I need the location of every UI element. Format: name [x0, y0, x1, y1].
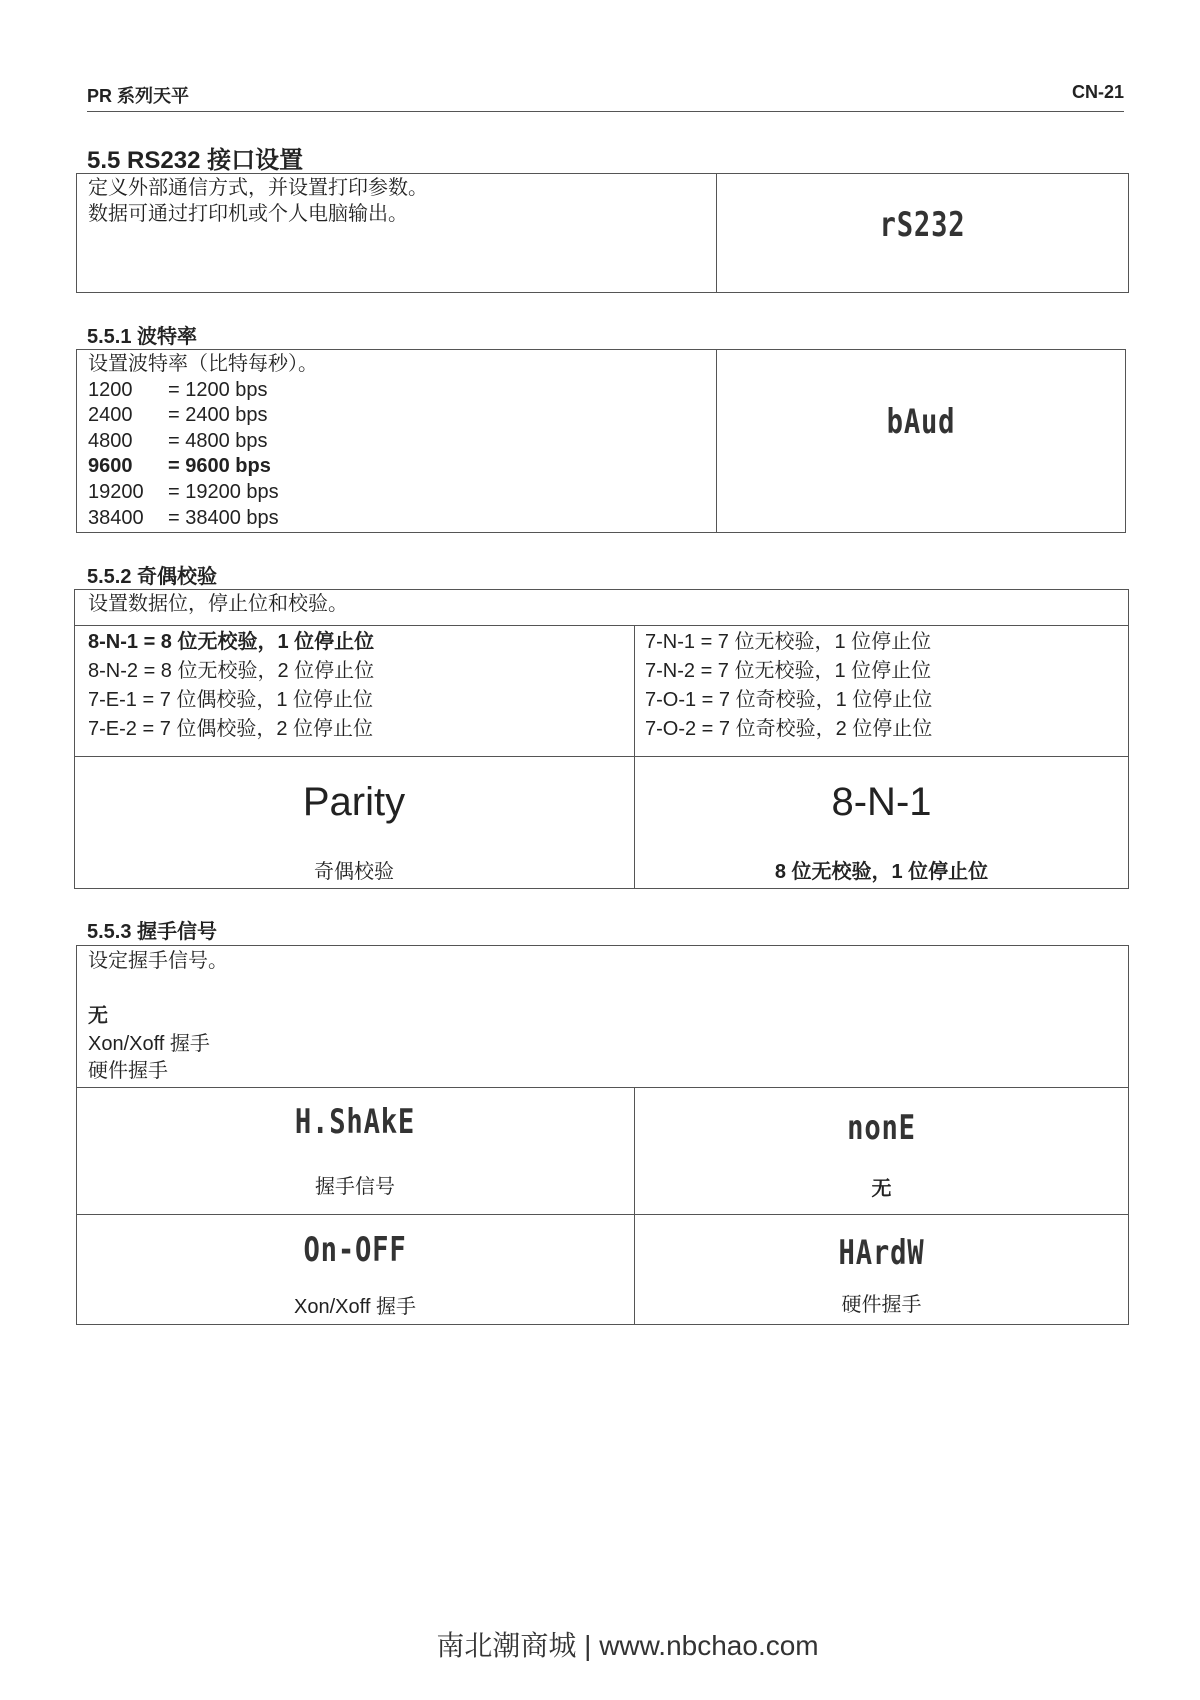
parity-option: 7-E-1 = 7 位偶校验，1 位停止位 — [88, 689, 374, 711]
handshake-option: Xon/Xoff 握手 — [88, 1032, 210, 1055]
handshake-caption: 无 — [871, 1178, 892, 1200]
parity-option: 7-O-1 = 7 位奇校验，1 位停止位 — [645, 689, 933, 711]
parity-default-caption: 8 位无校验，1 位停止位 — [774, 861, 989, 883]
baud-value: = 9600 bps — [168, 455, 271, 478]
lcd-display-none: nonE — [847, 1108, 916, 1148]
baud-key: 4800 — [88, 429, 133, 452]
parity-option: 7-E-2 = 7 位偶校验，2 位停止位 — [88, 718, 374, 740]
parity-options-right — [645, 628, 932, 744]
parity-options-left — [88, 628, 374, 744]
divider — [634, 625, 635, 889]
handshake-description — [88, 948, 228, 1086]
baud-key: 19200 — [88, 480, 144, 503]
handshake-caption: 硬件握手 — [841, 1294, 922, 1316]
parity-option: 8-N-2 = 8 位无校验，2 位停止位 — [88, 660, 375, 682]
parity-default: 8-N-1 — [831, 780, 932, 824]
baud-key: 9600 — [88, 455, 133, 478]
baud-list — [88, 352, 318, 531]
parity-caption: 奇偶校验 — [314, 861, 394, 883]
parity-option: 7-N-2 = 7 位无校验，1 位停止位 — [645, 660, 932, 682]
baud-value: = 4800 bps — [168, 429, 268, 452]
baud-option — [88, 480, 318, 506]
lcd-display-hardw: HArdW — [838, 1233, 925, 1273]
section-title: 5.5.2 奇偶校验 — [87, 566, 218, 588]
section-title: 5.5.3 握手信号 — [87, 921, 218, 943]
handshake-option-default: 无 — [88, 1005, 108, 1027]
divider — [716, 173, 717, 293]
page-number: CN-21 — [1071, 82, 1124, 102]
baud-key: 1200 — [88, 378, 133, 401]
section-title: 5.5 RS232 接口设置 — [87, 147, 304, 174]
baud-option-default — [88, 454, 318, 480]
baud-value: = 19200 bps — [168, 480, 279, 503]
baud-key: 38400 — [88, 506, 144, 529]
lcd-display-onoff: On-OFF — [303, 1230, 407, 1270]
desc-line: 定义外部通信方式，并设置打印参数。 — [88, 177, 428, 199]
parity-intro: 设置数据位，停止位和校验。 — [88, 593, 348, 615]
divider — [76, 1087, 1129, 1088]
parity-label: Parity — [302, 780, 406, 824]
divider — [716, 349, 717, 533]
baud-key: 2400 — [88, 404, 133, 427]
parity-option: 7-N-1 = 7 位无校验，1 位停止位 — [645, 631, 932, 653]
lcd-display-baud: bAud — [886, 402, 956, 442]
desc-line: 数据可通过打印机或个人电脑输出。 — [88, 202, 408, 225]
baud-value: = 1200 bps — [168, 378, 268, 401]
footer-watermark: 南北潮商城 | www.nbchao.com — [436, 1630, 819, 1661]
baud-option — [88, 403, 318, 429]
handshake-intro: 设定握手信号。 — [88, 950, 228, 972]
baud-option — [88, 506, 318, 532]
divider — [74, 756, 1129, 757]
handshake-caption: Xon/Xoff 握手 — [294, 1296, 416, 1318]
baud-option — [88, 429, 318, 455]
header-divider — [87, 111, 1124, 112]
baud-value: = 38400 bps — [168, 506, 279, 529]
baud-intro: 设置波特率（比特每秒）。 — [88, 353, 318, 375]
handshake-option: 硬件握手 — [88, 1060, 168, 1082]
divider — [76, 1214, 1129, 1215]
lcd-display-hshake: H.ShAkE — [294, 1102, 416, 1142]
baud-option — [88, 378, 318, 404]
lcd-display-rs232: rS232 — [879, 205, 966, 245]
baud-value: = 2400 bps — [168, 404, 268, 427]
handshake-caption: 握手信号 — [315, 1176, 395, 1198]
rs232-description — [88, 176, 428, 227]
section-title: 5.5.1 波特率 — [87, 326, 198, 348]
parity-option: 7-O-2 = 7 位奇校验，2 位停止位 — [645, 718, 933, 740]
divider — [74, 625, 1129, 626]
parity-option-default: 8-N-1 = 8 位无校验，1 位停止位 — [88, 631, 375, 653]
header-title: PR 系列天平 — [87, 86, 190, 106]
